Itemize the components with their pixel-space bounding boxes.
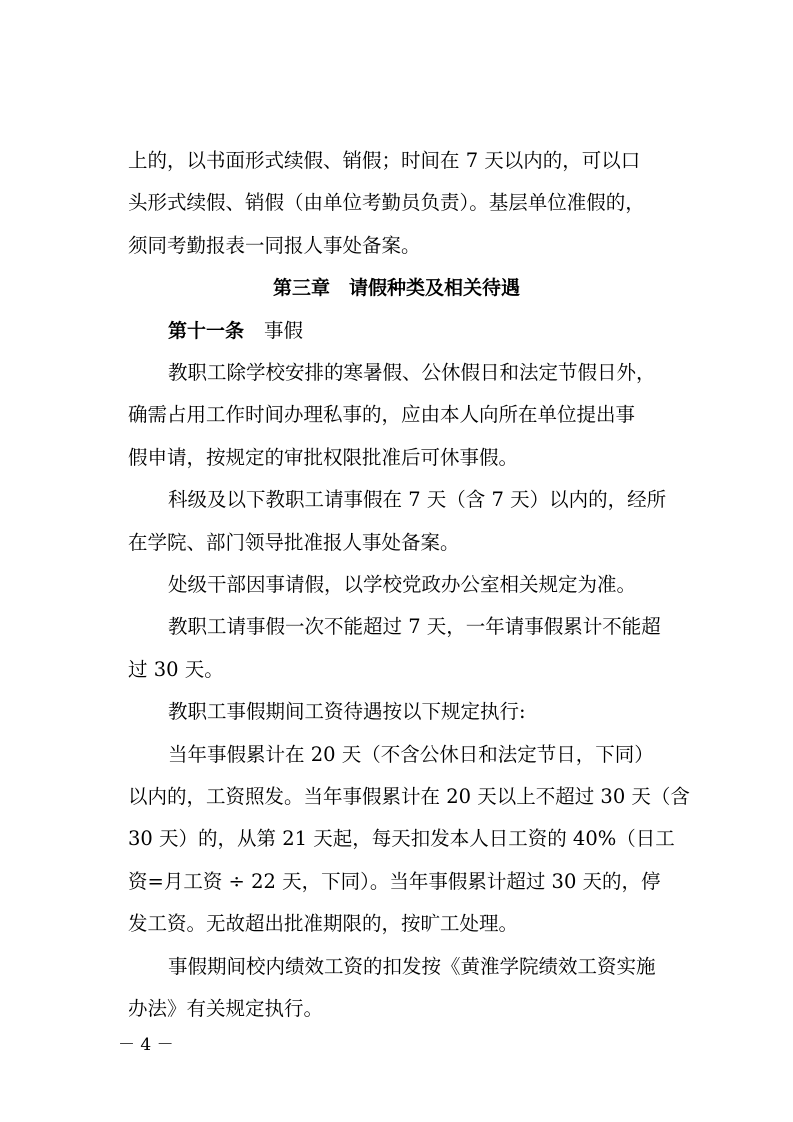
paragraph-line: 教职工除学校安排的寒暑假、公休假日和法定节假日外， [168,361,656,384]
body-line: 须同考勤报表一同报人事处备案。 [128,234,421,257]
paragraph-line: 资=月工资 ÷ 22 天，下同）。当年事假累计超过 30 天的，停 [128,870,661,893]
paragraph-line: 过 30 天。 [128,658,224,681]
article-title: 事假 [264,319,304,342]
body-line: 头形式续假、销假（由单位考勤员负责）。基层单位准假的， [128,191,645,214]
paragraph-line: 事假期间校内绩效工资的扣发按《黄淮学院绩效工资实施 [168,955,656,978]
paragraph-line: 教职工事假期间工资待遇按以下规定执行: [168,700,526,723]
page-number: － 4 － [118,1035,174,1055]
paragraph-line: 在学院、部门领导批准报人事处备案。 [128,531,460,554]
article-heading [168,318,303,344]
paragraph-line: 发工资。无故超出批准期限的，按旷工处理。 [128,912,519,935]
paragraph-line: 30 天）的，从第 21 天起，每天扣发本人日工资的 40%（日工 [128,827,675,850]
paragraph-line: 处级干部因事请假，以学校党政办公室相关规定为准。 [168,573,637,596]
article-number: 第十一条 [168,320,245,342]
paragraph-line: 教职工请事假一次不能超过 7 天，一年请事假累计不能超 [168,615,661,638]
paragraph-line: 当年事假累计在 20 天（不含公休日和法定节日，下同） [168,743,654,766]
paragraph-line: 办法》有关规定执行。 [128,997,324,1020]
paragraph-line: 假申请，按规定的审批权限批准后可休事假。 [128,446,519,469]
chapter-heading: 第三章 请假种类及相关待遇 [272,277,520,299]
paragraph-line: 科级及以下教职工请事假在 7 天（含 7 天）以内的，经所 [168,488,667,511]
paragraph-line: 以内的，工资照发。当年事假累计在 20 天以上不超过 30 天（含 [128,785,690,808]
body-line: 上的，以书面形式续假、销假；时间在 7 天以内的，可以口 [128,149,641,172]
paragraph-line: 确需占用工作时间办理私事的，应由本人向所在单位提出事 [128,403,636,426]
